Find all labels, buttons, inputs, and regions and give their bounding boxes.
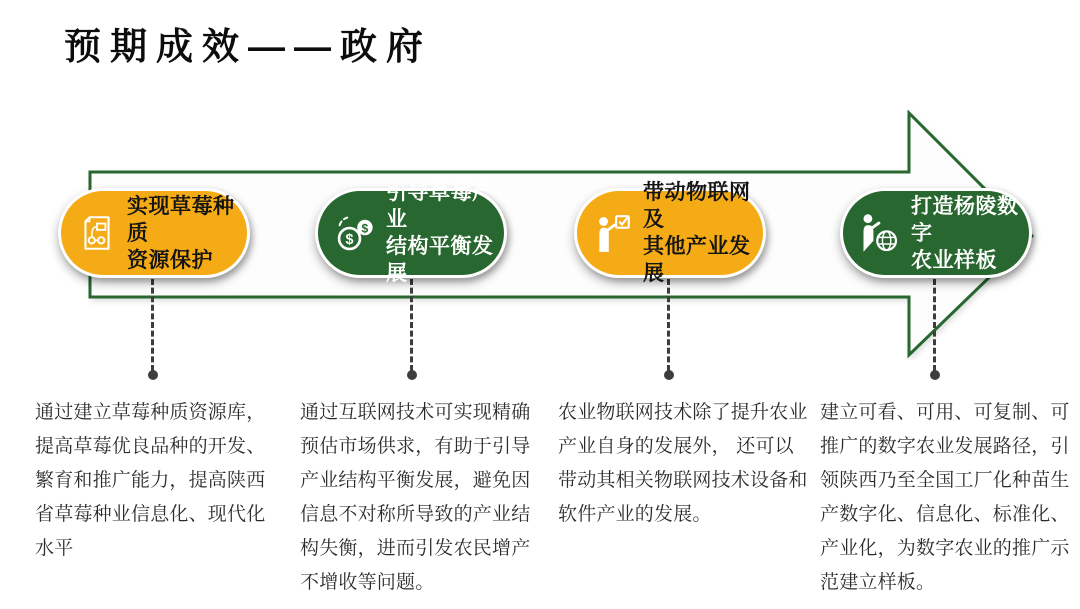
milestone-pill-2 <box>315 181 507 285</box>
milestone-description-2: 通过互联网技术可实现精确预估市场供求，有助于引导产业结构平衡发展，避免因信息不对称所导致的产业结构失衡，进而引发农民增产不增收等问题。 <box>300 402 531 593</box>
milestone-label-2 <box>386 179 504 287</box>
svg-text:$: $ <box>361 221 369 236</box>
milestone-description-3: 农业物联网技术除了提升农业产业自身的发展外， 还可以带动其相关物联网技术设备和软件产业的发展。 <box>558 402 808 525</box>
milestone-label-1 <box>127 193 247 274</box>
connector-line-3 <box>667 279 670 371</box>
connector-line-1 <box>151 279 154 371</box>
milestone-description-1: 通过建立草莓种质资源库，提高草莓优良品种的开发、繁育和推广能力，提高陕西省草莓种业信息化、现代化水平 <box>35 402 266 559</box>
coins-icon <box>333 211 377 255</box>
milestone-label-1-line1: 实现草莓种质 <box>127 194 235 245</box>
milestone-label-1-line2: 资源保护 <box>127 248 213 272</box>
milestone-label-4-line1: 打造杨陵数字 <box>911 194 1019 245</box>
milestone-description-4: 建立可看、可用、可复制、可推广的数字农业发展路径，引领陕西乃至全国工厂化种苗生产数字化、信息化、标准化、产业化，为数字农业的推广示范建立样板。 <box>820 402 1070 593</box>
svg-text:$: $ <box>345 232 354 248</box>
milestone-label-2-line1: 引导草莓产业 <box>386 181 494 231</box>
milestone-label-3-line2: 其他产业发展 <box>643 235 751 285</box>
milestone-label-3 <box>643 179 763 287</box>
milestone-pill-1 <box>58 188 250 278</box>
person-globe-icon <box>858 211 902 255</box>
milestone-label-4-line2: 农业样板 <box>911 248 997 272</box>
milestone-pill-3 <box>574 181 766 285</box>
flowchart-document-icon <box>76 212 118 254</box>
milestone-pill-4 <box>840 188 1032 278</box>
page-title: 预期成效——政府 <box>64 26 432 67</box>
connector-line-2 <box>410 279 413 371</box>
milestone-label-2-line2: 结构平衡发展 <box>386 235 494 285</box>
person-checkbox-icon <box>592 212 634 254</box>
milestone-label-3-line1: 带动物联网及 <box>643 181 751 231</box>
milestone-label-4 <box>911 193 1029 274</box>
connector-line-4 <box>933 279 936 371</box>
